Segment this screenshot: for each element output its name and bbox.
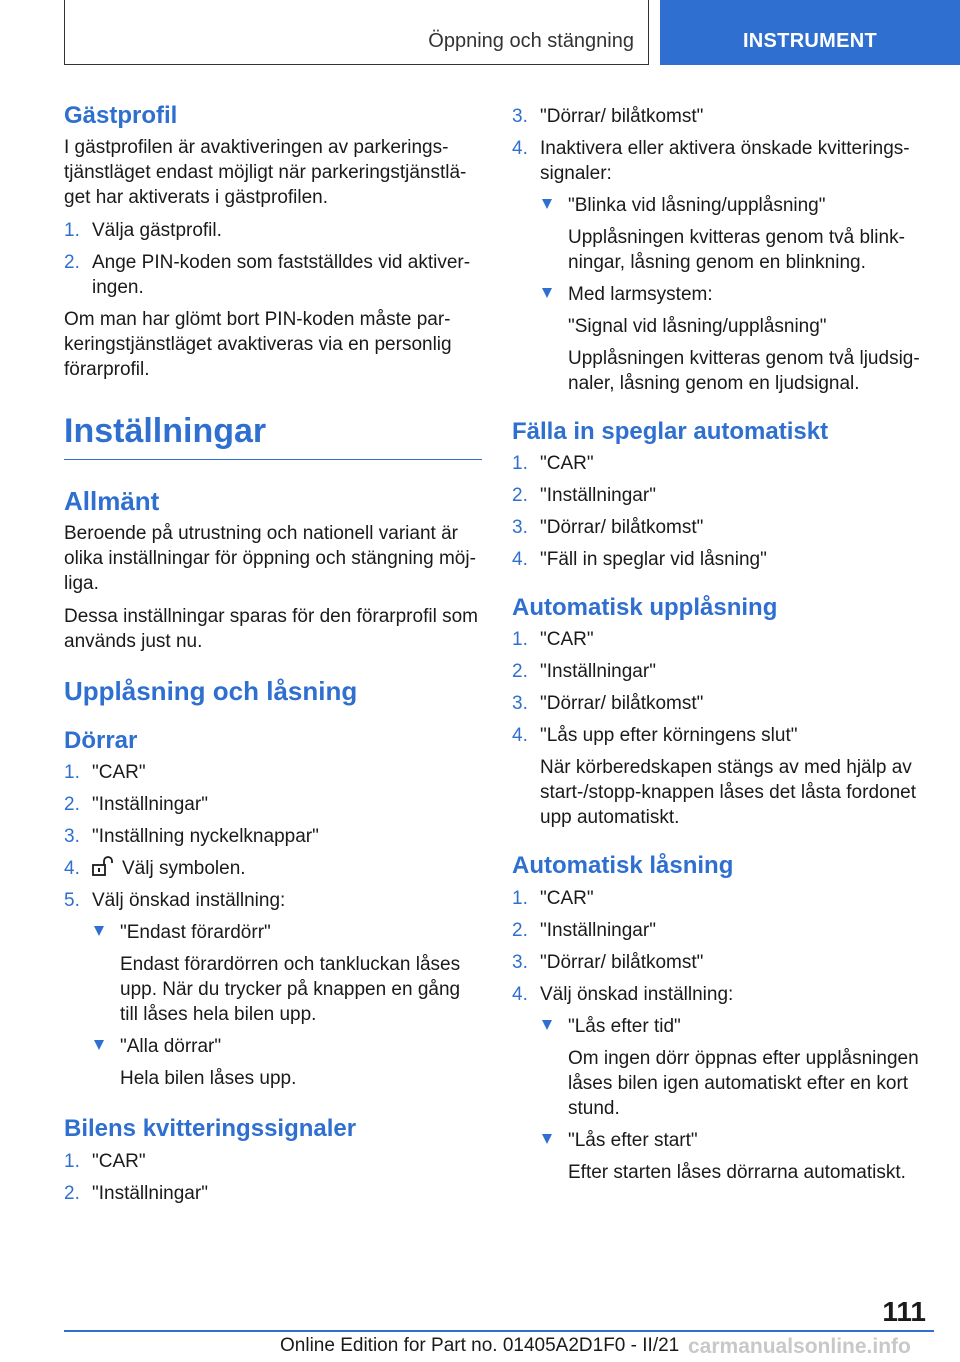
chapter-title: Öppning och stängning <box>428 30 634 52</box>
heading-doors: Dörrar <box>64 727 138 755</box>
triangle-bullet-icon <box>542 199 552 209</box>
list-item: 4. Inaktivera eller aktivera önskade kvitterings-signaler: <box>512 138 910 184</box>
triangle-bullet-icon <box>542 1134 552 1144</box>
step-description: När körberedskapen stängs av med hjälp av start-/stopp-knappen låses det låsta fordonet upp automatiskt. <box>540 757 917 829</box>
list-item: 3. "Dörrar/ bilåtkomst" <box>512 106 704 127</box>
list-item: 4. "Lås upp efter körningens slut" <box>512 725 798 747</box>
bullet-description: Hela bilen låses upp. <box>120 1068 297 1090</box>
triangle-bullet-icon <box>94 1040 104 1050</box>
list-item: 3. "Dörrar/ bilåtkomst" <box>512 693 704 715</box>
list-item: 1. "CAR" <box>512 453 594 475</box>
paragraph: I gästprofilen är avaktiveringen av parkerings-tjänstläget endast möjligt när parkeringstjänstlä-get har aktiverats i gästprofilen. <box>64 137 467 209</box>
left-column <box>64 100 482 1213</box>
list-item: 2. "Inställningar" <box>64 794 208 816</box>
list-item: 2. Ange PIN-koden som fastställdes vid aktiver-ingen. <box>64 252 471 299</box>
list-item: 1. "CAR" <box>512 887 594 909</box>
list-item: 1. "CAR" <box>64 762 146 784</box>
auto-lock-steps <box>512 886 932 1007</box>
bullet-description: Efter starten låses dörrarna automatiskt. <box>568 1161 906 1183</box>
list-item: 4. Välj önskad inställning: <box>512 983 734 1005</box>
list-item: 2. "Inställningar" <box>512 485 656 507</box>
list-item: 4. "Fäll in speglar vid låsning" <box>512 549 767 571</box>
list-item: 1. "CAR" <box>64 1150 146 1172</box>
section-tab[interactable] <box>660 0 960 65</box>
right-column <box>512 104 932 1192</box>
list-item: 5. Välj önskad inställning: <box>64 890 286 912</box>
heading-auto-unlock: Automatisk upplåsning <box>512 594 778 622</box>
triangle-bullet-icon <box>542 288 552 298</box>
page-number: 111 <box>882 1296 926 1327</box>
bullet-item: "Endast förardörr" <box>64 920 482 945</box>
bullet-description: Om ingen dörr öppnas efter upplåsningen låses bilen igen automatiskt efter en kort stund. <box>568 1047 919 1119</box>
list-item: 2. "Inställningar" <box>512 919 656 941</box>
list-item: 3. "Inställning nyckelknappar" <box>64 826 319 848</box>
footer-divider-right <box>864 1330 934 1332</box>
heading-guest-profile: Gästprofil <box>64 102 178 129</box>
paragraph: Om man har glömt bort PIN-koden måste par-keringstjänstläget avaktiveras via en personlig förarprofil. <box>64 309 452 381</box>
watermark: carmanualsonline.info <box>688 1335 911 1358</box>
triangle-bullet-icon <box>94 926 104 936</box>
section-title: INSTRUMENT <box>742 30 878 52</box>
confirm-steps <box>64 1149 482 1206</box>
list-item: 4. Välj symbolen. <box>64 858 246 880</box>
guest-steps <box>64 218 482 300</box>
bullet-description: Upplåsningen kvitteras genom två ljudsig-naler, låsning genom en ljudsignal. <box>568 348 920 394</box>
list-item: 1. "CAR" <box>512 629 594 651</box>
heading-unlock-lock: Upplåsning och låsning <box>64 676 358 707</box>
bullet-description: Endast förardörren och tankluckan låses upp. När du trycker på knappen en gång till låses hela bilen upp. <box>120 954 461 1026</box>
list-item: 3. "Dörrar/ bilåtkomst" <box>512 951 704 973</box>
heading-auto-lock: Automatisk låsning <box>512 852 734 880</box>
triangle-bullet-icon <box>542 1020 552 1030</box>
bullet-item: "Blinka vid låsning/upplåsning" <box>512 193 932 218</box>
confirm-steps-cont <box>512 104 932 186</box>
chapter-header <box>64 0 649 65</box>
bullet-description: Upplåsningen kvitteras genom två blink-ningar, låsning genom en blinkning. <box>568 227 905 273</box>
bullet-item: Med larmsystem: <box>512 282 932 307</box>
list-item: 2. "Inställningar" <box>64 1182 208 1204</box>
list-item: 2. "Inställningar" <box>512 661 656 683</box>
paragraph: Beroende på utrustning och nationell variant är olika inställningar för öppning och stängning möj-liga. <box>64 523 476 595</box>
list-item: 3. "Dörrar/ bilåtkomst" <box>512 517 704 539</box>
auto-unlock-steps <box>512 627 932 748</box>
list-item: 1. Välja gästprofil. <box>64 220 222 242</box>
footer-divider <box>64 1330 864 1332</box>
unlock-icon <box>92 856 114 874</box>
edition-text: Online Edition for Part no. 01405A2D1F0 - II/21 <box>280 1335 680 1356</box>
heading-fold-mirrors: Fälla in speglar automatiskt <box>512 418 829 445</box>
doors-steps <box>64 760 482 913</box>
paragraph: Dessa inställningar sparas för den förarprofil som används just nu. <box>64 606 478 653</box>
heading-confirmation-signals: Bilens kvitteringssignaler <box>64 1115 357 1143</box>
bullet-item: "Lås efter tid" <box>512 1014 932 1039</box>
bullet-item: "Alla dörrar" <box>64 1034 482 1059</box>
heading-settings: Inställningar <box>64 412 482 460</box>
mirrors-steps <box>512 451 932 572</box>
heading-general: Allmänt <box>64 486 160 517</box>
bullet-item: "Lås efter start" <box>512 1128 932 1153</box>
bullet-subitem: "Signal vid låsning/upplåsning" <box>568 316 827 337</box>
